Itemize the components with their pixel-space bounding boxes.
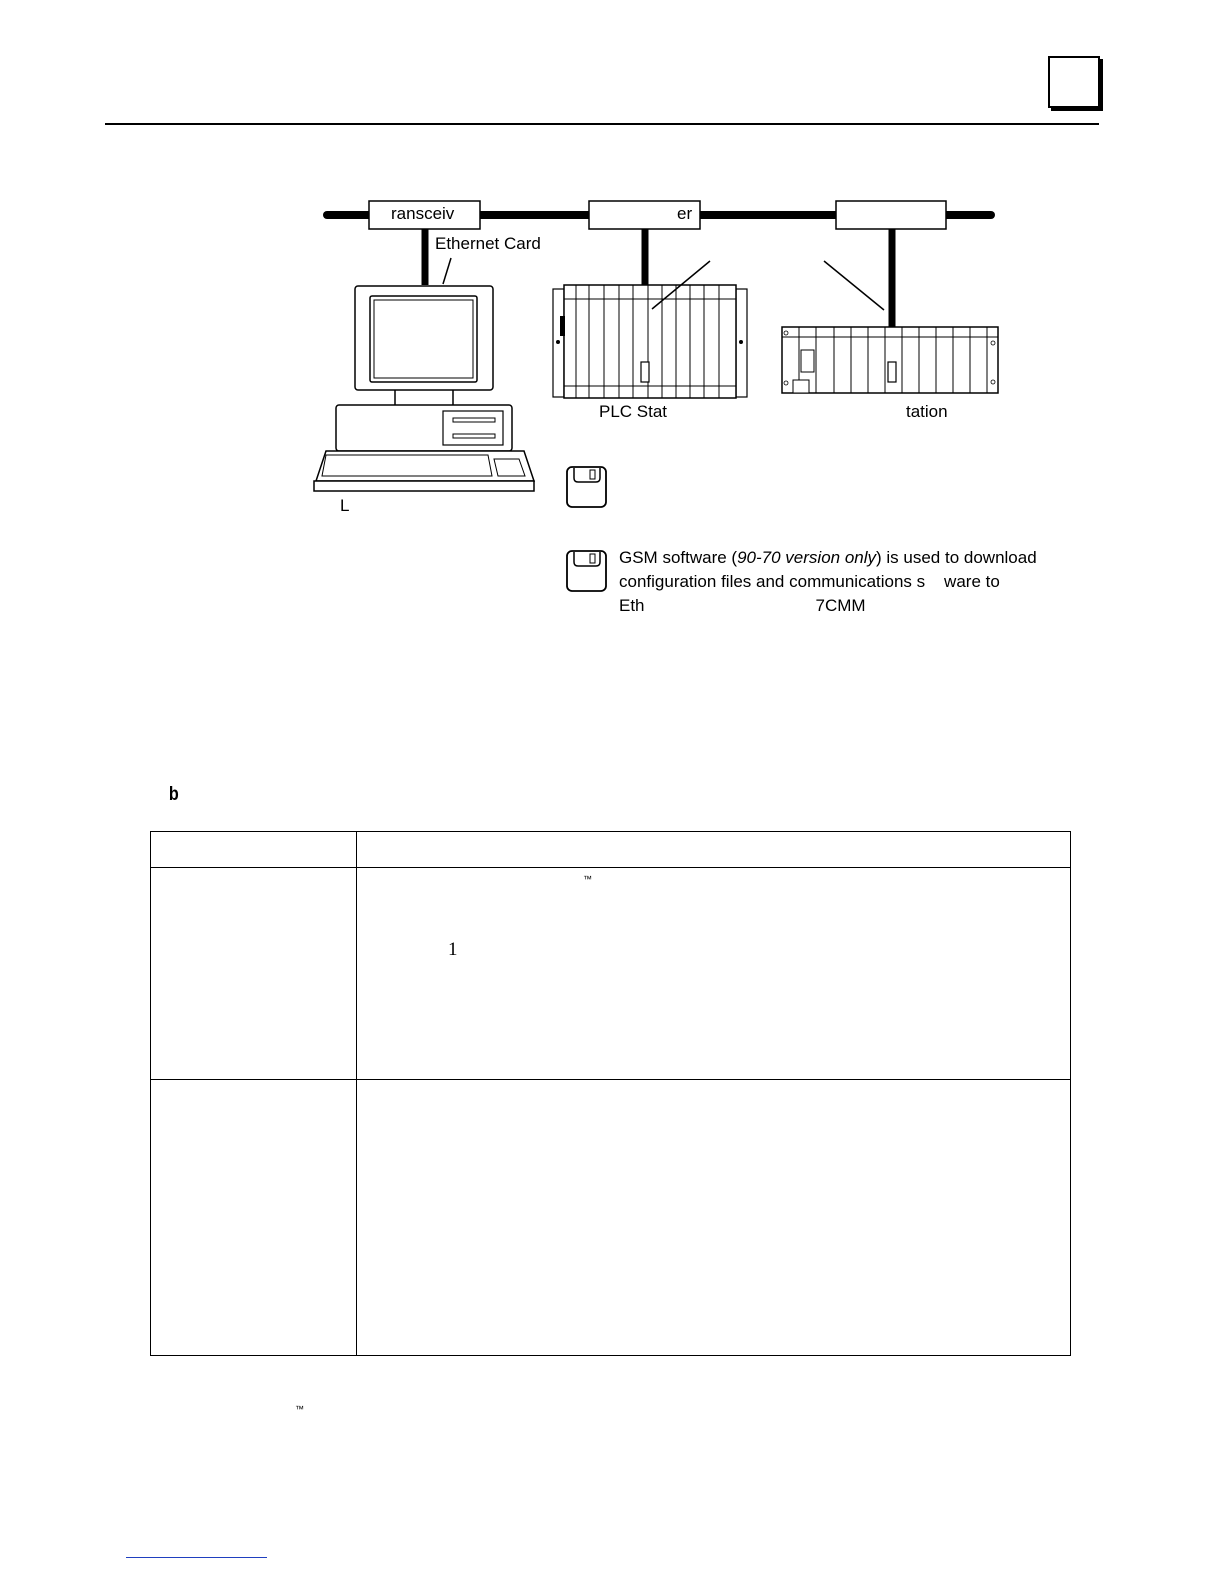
table-cell-row1-col1 bbox=[151, 868, 357, 1080]
plc-station-label-right: tation bbox=[906, 402, 948, 421]
ethernet-card-label: Ethernet Card bbox=[435, 234, 541, 253]
table-row bbox=[151, 868, 1071, 1080]
trademark-symbol: ™ bbox=[583, 874, 592, 884]
table-header-cell-2 bbox=[357, 832, 1071, 868]
caption-line-3: Eth 7CMM bbox=[619, 596, 866, 615]
computer-icon bbox=[314, 286, 534, 491]
footer-link-underline[interactable] bbox=[126, 1557, 267, 1558]
ethernet-card-pointer bbox=[443, 258, 451, 284]
floppy-disk-icon-upper bbox=[567, 467, 606, 507]
table-cell-row2-col2 bbox=[357, 1080, 1071, 1356]
plc-rack-right-icon bbox=[782, 327, 998, 393]
figure-caption bbox=[619, 546, 1079, 618]
caption-line-1: GSM software (90-70 version only) is used to download bbox=[619, 548, 1037, 567]
plc-station-label-left: PLC Stat bbox=[599, 402, 668, 421]
table-row bbox=[151, 1080, 1071, 1356]
section-heading: b bbox=[168, 784, 179, 805]
transceiver-right bbox=[836, 201, 946, 229]
table-footnote-numeral: 1 bbox=[448, 939, 458, 960]
ethernet-network-diagram bbox=[0, 0, 1224, 620]
floppy-disk-icon-lower bbox=[567, 551, 606, 591]
transceiver-left-label: ransceiv bbox=[391, 204, 455, 223]
computer-label: L bbox=[340, 496, 350, 515]
plc-rack-left-icon bbox=[553, 285, 747, 398]
transceiver-middle-label: er bbox=[677, 204, 693, 223]
module-pointer-right bbox=[824, 261, 884, 310]
table-cell-row1-col2 bbox=[357, 868, 1071, 1080]
caption-line-2: configuration files and communications s ware to bbox=[619, 572, 1000, 591]
table-cell-row2-col1 bbox=[151, 1080, 357, 1356]
footnote-trademark-symbol: ™ bbox=[295, 1404, 304, 1414]
specification-table bbox=[150, 831, 1071, 1356]
table-header-cell-1 bbox=[151, 832, 357, 868]
table-header-row bbox=[151, 832, 1071, 868]
